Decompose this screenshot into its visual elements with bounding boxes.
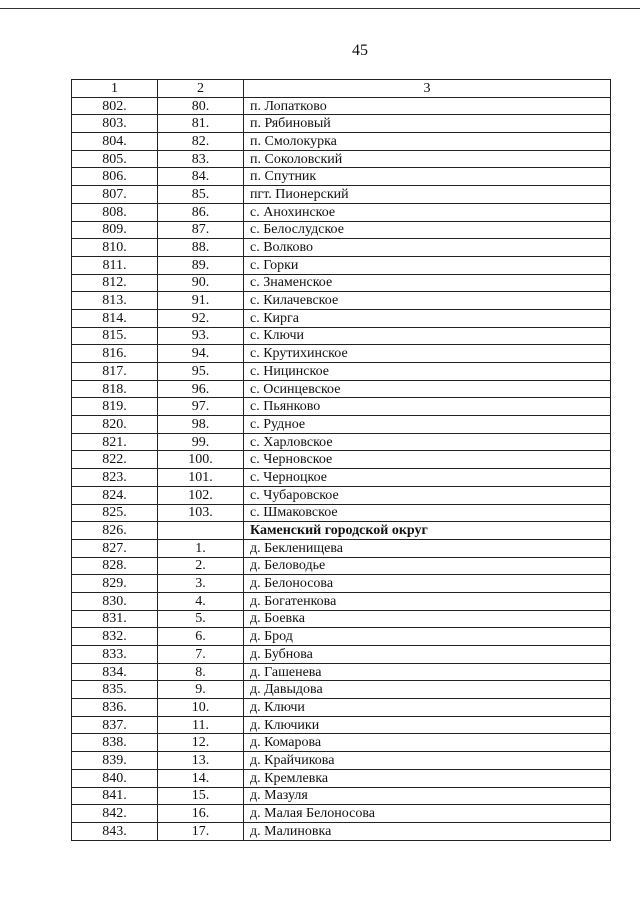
row-global-number: 837. — [72, 716, 158, 734]
row-local-number: 9. — [158, 681, 244, 699]
table-row — [72, 716, 611, 734]
table-row — [72, 239, 611, 257]
row-local-number: 85. — [158, 186, 244, 204]
settlement-name: с. Волково — [244, 239, 611, 257]
column-header-1: 1 — [72, 80, 158, 98]
table-row — [72, 699, 611, 717]
settlement-name: с. Крутихинское — [244, 345, 611, 363]
row-global-number: 809. — [72, 221, 158, 239]
settlement-name: д. Брод — [244, 628, 611, 646]
settlement-name: п. Смолокурка — [244, 133, 611, 151]
table-row — [72, 469, 611, 487]
table-row — [72, 150, 611, 168]
row-global-number: 825. — [72, 504, 158, 522]
table-row — [72, 398, 611, 416]
table-row — [72, 646, 611, 664]
settlement-name: д. Ключи — [244, 699, 611, 717]
settlement-name: с. Чубаровское — [244, 486, 611, 504]
table-row — [72, 203, 611, 221]
row-local-number: 13. — [158, 752, 244, 770]
row-global-number: 817. — [72, 363, 158, 381]
row-global-number: 811. — [72, 256, 158, 274]
row-local-number — [158, 522, 244, 540]
table-row — [72, 734, 611, 752]
table-row — [72, 115, 611, 133]
row-local-number: 92. — [158, 309, 244, 327]
row-global-number: 827. — [72, 539, 158, 557]
row-local-number: 95. — [158, 363, 244, 381]
table-row — [72, 681, 611, 699]
table-row — [72, 752, 611, 770]
settlement-name: д. Богатенкова — [244, 592, 611, 610]
row-local-number: 4. — [158, 592, 244, 610]
settlement-name: с. Пьянково — [244, 398, 611, 416]
table-row — [72, 539, 611, 557]
settlement-name: с. Ключи — [244, 327, 611, 345]
row-global-number: 814. — [72, 309, 158, 327]
table-row — [72, 575, 611, 593]
table-row — [72, 486, 611, 504]
row-local-number: 101. — [158, 469, 244, 487]
table-row — [72, 97, 611, 115]
table-row — [72, 221, 611, 239]
row-local-number: 12. — [158, 734, 244, 752]
row-global-number: 840. — [72, 769, 158, 787]
row-global-number: 821. — [72, 433, 158, 451]
table-row — [72, 168, 611, 186]
settlement-name: д. Беловодье — [244, 557, 611, 575]
settlement-name: пгт. Пионерский — [244, 186, 611, 204]
row-local-number: 17. — [158, 822, 244, 840]
settlement-name: д. Ключики — [244, 716, 611, 734]
settlement-name: с. Харловское — [244, 433, 611, 451]
table-row — [72, 186, 611, 204]
page-top-border — [0, 0, 640, 9]
table-row — [72, 345, 611, 363]
settlement-name: д. Боевка — [244, 610, 611, 628]
row-global-number: 831. — [72, 610, 158, 628]
row-global-number: 819. — [72, 398, 158, 416]
settlement-name: с. Анохинское — [244, 203, 611, 221]
row-global-number: 822. — [72, 451, 158, 469]
settlement-name: с. Шмаковское — [244, 504, 611, 522]
settlement-name: д. Бубнова — [244, 646, 611, 664]
row-global-number: 841. — [72, 787, 158, 805]
settlement-name: с. Ницинское — [244, 363, 611, 381]
table-row — [72, 309, 611, 327]
settlement-name: с. Кирга — [244, 309, 611, 327]
row-local-number: 6. — [158, 628, 244, 646]
table-row — [72, 522, 611, 540]
settlement-name: с. Осинцевское — [244, 380, 611, 398]
table-row — [72, 451, 611, 469]
settlement-name: д. Бекленищева — [244, 539, 611, 557]
row-global-number: 802. — [72, 97, 158, 115]
row-global-number: 833. — [72, 646, 158, 664]
table-row — [72, 628, 611, 646]
settlement-name: д. Мазуля — [244, 787, 611, 805]
row-local-number: 91. — [158, 292, 244, 310]
row-local-number: 2. — [158, 557, 244, 575]
row-global-number: 836. — [72, 699, 158, 717]
settlement-name: п. Лопатково — [244, 97, 611, 115]
table-row — [72, 557, 611, 575]
row-local-number: 96. — [158, 380, 244, 398]
settlement-name: с. Рудное — [244, 416, 611, 434]
row-local-number: 103. — [158, 504, 244, 522]
row-global-number: 824. — [72, 486, 158, 504]
settlement-name: д. Белоносова — [244, 575, 611, 593]
row-global-number: 806. — [72, 168, 158, 186]
table-row — [72, 256, 611, 274]
settlement-name: д. Гашенева — [244, 663, 611, 681]
row-global-number: 842. — [72, 805, 158, 823]
row-local-number: 1. — [158, 539, 244, 557]
row-local-number: 83. — [158, 150, 244, 168]
row-global-number: 823. — [72, 469, 158, 487]
row-local-number: 10. — [158, 699, 244, 717]
table-row — [72, 327, 611, 345]
table-header-row — [72, 80, 611, 98]
table-row — [72, 363, 611, 381]
row-global-number: 812. — [72, 274, 158, 292]
table-row — [72, 292, 611, 310]
table-row — [72, 504, 611, 522]
row-global-number: 828. — [72, 557, 158, 575]
row-global-number: 826. — [72, 522, 158, 540]
settlement-name: с. Горки — [244, 256, 611, 274]
table-row — [72, 610, 611, 628]
row-global-number: 838. — [72, 734, 158, 752]
row-local-number: 89. — [158, 256, 244, 274]
table-row — [72, 822, 611, 840]
table-row — [72, 416, 611, 434]
row-global-number: 804. — [72, 133, 158, 151]
settlement-name: д. Малиновка — [244, 822, 611, 840]
settlement-name: д. Малая Белоносова — [244, 805, 611, 823]
row-local-number: 84. — [158, 168, 244, 186]
row-local-number: 88. — [158, 239, 244, 257]
settlements-table — [71, 79, 611, 841]
row-global-number: 807. — [72, 186, 158, 204]
row-local-number: 7. — [158, 646, 244, 664]
table-row — [72, 133, 611, 151]
row-local-number: 98. — [158, 416, 244, 434]
settlement-name: д. Крайчикова — [244, 752, 611, 770]
settlement-name: с. Черноцкое — [244, 469, 611, 487]
row-global-number: 839. — [72, 752, 158, 770]
row-global-number: 808. — [72, 203, 158, 221]
row-global-number: 830. — [72, 592, 158, 610]
table-row — [72, 274, 611, 292]
row-global-number: 816. — [72, 345, 158, 363]
table-row — [72, 663, 611, 681]
settlement-name: с. Белослудское — [244, 221, 611, 239]
row-global-number: 805. — [72, 150, 158, 168]
row-global-number: 832. — [72, 628, 158, 646]
settlement-name: с. Знаменское — [244, 274, 611, 292]
row-global-number: 834. — [72, 663, 158, 681]
column-header-2: 2 — [158, 80, 244, 98]
row-global-number: 829. — [72, 575, 158, 593]
row-local-number: 97. — [158, 398, 244, 416]
row-local-number: 11. — [158, 716, 244, 734]
row-local-number: 90. — [158, 274, 244, 292]
row-local-number: 14. — [158, 769, 244, 787]
row-global-number: 813. — [72, 292, 158, 310]
row-local-number: 3. — [158, 575, 244, 593]
settlement-name: д. Давыдова — [244, 681, 611, 699]
table-row — [72, 433, 611, 451]
row-local-number: 93. — [158, 327, 244, 345]
row-local-number: 16. — [158, 805, 244, 823]
table-row — [72, 787, 611, 805]
page-number: 45 — [352, 42, 368, 59]
row-global-number: 803. — [72, 115, 158, 133]
row-local-number: 100. — [158, 451, 244, 469]
settlement-name: с. Черновское — [244, 451, 611, 469]
row-global-number: 843. — [72, 822, 158, 840]
settlement-name: с. Килачевское — [244, 292, 611, 310]
column-header-3: 3 — [244, 80, 611, 98]
row-local-number: 15. — [158, 787, 244, 805]
row-local-number: 94. — [158, 345, 244, 363]
row-local-number: 82. — [158, 133, 244, 151]
row-local-number: 81. — [158, 115, 244, 133]
settlement-name: п. Спутник — [244, 168, 611, 186]
row-global-number: 815. — [72, 327, 158, 345]
row-local-number: 5. — [158, 610, 244, 628]
settlement-name: п. Соколовский — [244, 150, 611, 168]
table-row — [72, 592, 611, 610]
table-row — [72, 805, 611, 823]
row-local-number: 99. — [158, 433, 244, 451]
row-local-number: 80. — [158, 97, 244, 115]
table-row — [72, 380, 611, 398]
settlement-name: п. Рябиновый — [244, 115, 611, 133]
settlement-name: Каменский городской округ — [244, 522, 611, 540]
row-local-number: 8. — [158, 663, 244, 681]
settlement-name: д. Комарова — [244, 734, 611, 752]
row-global-number: 835. — [72, 681, 158, 699]
table-row — [72, 769, 611, 787]
row-global-number: 818. — [72, 380, 158, 398]
row-local-number: 102. — [158, 486, 244, 504]
row-global-number: 810. — [72, 239, 158, 257]
settlement-name: д. Кремлевка — [244, 769, 611, 787]
row-local-number: 87. — [158, 221, 244, 239]
row-global-number: 820. — [72, 416, 158, 434]
row-local-number: 86. — [158, 203, 244, 221]
